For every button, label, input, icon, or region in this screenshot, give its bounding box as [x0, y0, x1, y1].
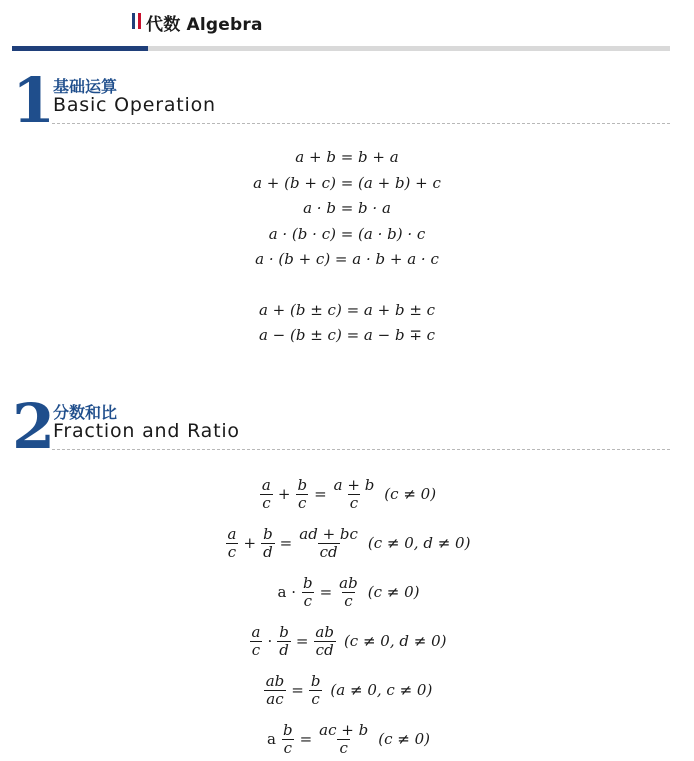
denominator: c	[227, 542, 237, 561]
fraction	[301, 575, 315, 610]
flag-icon	[132, 13, 141, 29]
denominator: c	[339, 738, 348, 757]
section-1-number: 1	[12, 64, 56, 137]
condition: (c ≠ 0)	[367, 583, 420, 601]
fraction-equation	[0, 717, 694, 761]
numerator: ab	[339, 573, 358, 592]
numerator: b	[279, 622, 289, 641]
denominator: c	[283, 738, 292, 757]
condition: (c ≠ 0, d ≠ 0)	[367, 534, 471, 552]
operator: =	[295, 632, 309, 650]
denominator: c	[251, 640, 261, 659]
denominator: c	[349, 493, 359, 512]
operator: +	[243, 534, 257, 552]
numerator: a + b	[333, 475, 375, 494]
fraction	[260, 477, 273, 512]
fraction	[309, 673, 323, 708]
numerator: b	[302, 573, 313, 592]
denominator: c	[298, 493, 307, 512]
page-title: 代数 Algebra	[146, 15, 263, 35]
denominator: d	[263, 542, 273, 561]
fraction	[226, 526, 239, 561]
fraction	[332, 477, 377, 512]
header-accent-bar	[12, 46, 148, 51]
fraction	[297, 526, 360, 561]
fraction	[295, 477, 309, 512]
operator: a	[267, 730, 276, 748]
numerator: ac + b	[319, 720, 369, 739]
numerator: b	[263, 524, 273, 543]
denominator: c	[344, 591, 353, 610]
equation: a + (b + c) = (a + b) + c	[253, 173, 441, 192]
operator: =	[291, 681, 304, 699]
numerator: b	[310, 671, 321, 690]
operator: =	[319, 583, 333, 601]
section-1-title-cn: 基础运算	[53, 77, 118, 96]
equation: a · (b · c) = (a · b) · c	[268, 224, 426, 243]
section-1-divider	[52, 123, 670, 124]
fraction-equation	[0, 619, 694, 663]
numerator: a	[251, 622, 261, 641]
numerator: ab	[265, 671, 285, 690]
fraction	[249, 624, 262, 659]
fraction-equation	[0, 472, 694, 516]
operator: ·	[267, 632, 273, 650]
equation: a + b = b + a	[295, 148, 399, 166]
section-2-number: 2	[12, 390, 56, 463]
section-2-title-cn: 分数和比	[53, 403, 118, 422]
fraction-equation	[0, 521, 694, 565]
fraction	[313, 624, 336, 659]
numerator: b	[282, 720, 293, 739]
condition: (c ≠ 0)	[384, 485, 437, 503]
section-1-title-en: Basic Operation	[53, 94, 216, 116]
denominator: c	[262, 493, 271, 512]
operator: =	[314, 485, 327, 503]
operator: +	[277, 485, 291, 503]
denominator: cd	[315, 640, 334, 659]
equation: a − (b ± c) = a − b ∓ c	[258, 326, 436, 344]
operator: =	[279, 534, 293, 552]
fraction	[277, 624, 291, 659]
numerator: b	[297, 475, 308, 494]
equation: a · b = b · a	[303, 199, 391, 217]
numerator: ad + bc	[299, 524, 358, 543]
fraction	[261, 526, 275, 561]
denominator: ac	[266, 689, 284, 708]
denominator: cd	[319, 542, 338, 561]
equation: a · (b + c) = a · b + a · c	[255, 250, 439, 268]
equation: a + (b ± c) = a + b ± c	[258, 300, 436, 319]
fraction	[264, 673, 287, 708]
fraction-equation	[0, 570, 694, 614]
fraction-equation	[0, 668, 694, 712]
section-1-equations	[0, 145, 694, 349]
fraction	[337, 575, 360, 610]
condition: (c ≠ 0)	[378, 730, 430, 748]
fraction	[317, 722, 370, 757]
condition: (c ≠ 0, d ≠ 0)	[343, 632, 447, 650]
denominator: c	[303, 591, 312, 610]
numerator: a	[261, 475, 271, 494]
condition: (a ≠ 0, c ≠ 0)	[330, 681, 433, 699]
numerator: a	[227, 524, 237, 543]
section-2-title-en: Fraction and Ratio	[53, 420, 240, 442]
numerator: ab	[315, 622, 334, 641]
denominator: d	[279, 640, 289, 659]
fraction	[281, 722, 295, 757]
operator: =	[299, 730, 313, 748]
section-2-divider	[52, 449, 670, 450]
operator: a ·	[277, 583, 296, 601]
denominator: c	[311, 689, 320, 708]
